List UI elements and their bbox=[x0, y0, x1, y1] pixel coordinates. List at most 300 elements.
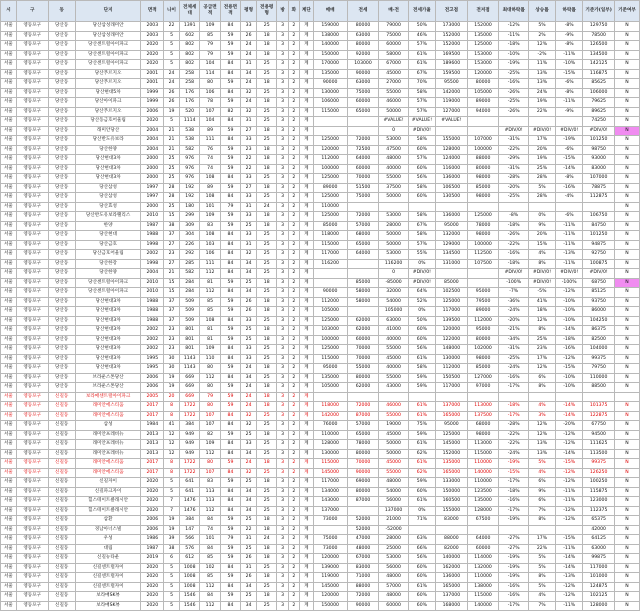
table-cell[interactable]: 137000 bbox=[436, 402, 468, 412]
table-cell[interactable]: 72500 bbox=[347, 145, 379, 155]
table-cell[interactable]: 3 bbox=[277, 335, 288, 345]
table-cell[interactable] bbox=[499, 392, 528, 402]
table-cell[interactable]: 서울 bbox=[1, 354, 17, 364]
table-cell[interactable]: 당산동 bbox=[48, 316, 75, 326]
table-cell[interactable] bbox=[408, 202, 435, 212]
table-cell[interactable]: 2 bbox=[288, 88, 299, 98]
table-cell[interactable]: 2020 bbox=[141, 117, 164, 127]
table-cell[interactable]: 2013 bbox=[141, 440, 164, 450]
table-cell[interactable]: 107 bbox=[200, 107, 220, 117]
table-cell[interactable]: 영등포구 bbox=[16, 554, 48, 564]
table-cell[interactable]: 63% bbox=[408, 535, 435, 545]
table-cell[interactable]: 서울 bbox=[1, 582, 17, 592]
table-cell[interactable]: 59 bbox=[220, 297, 240, 307]
table-cell[interactable]: 115875 bbox=[583, 487, 615, 497]
column-header[interactable]: 계단 bbox=[300, 1, 314, 22]
table-cell[interactable]: 284 bbox=[179, 288, 199, 298]
table-cell[interactable]: 당산푸르지오 bbox=[75, 79, 141, 89]
table-cell[interactable]: 당산센트럴아이파크 bbox=[75, 60, 141, 70]
table-cell[interactable] bbox=[528, 392, 555, 402]
table-cell[interactable]: N bbox=[614, 88, 639, 98]
table-cell[interactable]: 72000 bbox=[347, 212, 379, 222]
table-cell[interactable]: 85625 bbox=[583, 79, 615, 89]
table-cell[interactable]: 74 bbox=[200, 164, 220, 174]
table-cell[interactable]: 2020 bbox=[141, 601, 164, 611]
table-cell[interactable]: -12% bbox=[556, 430, 583, 440]
table-cell[interactable]: 128000 bbox=[436, 145, 468, 155]
table-cell[interactable]: 128000 bbox=[467, 506, 499, 516]
table-cell[interactable]: 160500 bbox=[436, 497, 468, 507]
table-cell[interactable]: 85000 bbox=[436, 278, 468, 288]
table-cell[interactable]: -31% bbox=[499, 345, 528, 355]
column-header[interactable]: 공급면적 bbox=[200, 1, 220, 22]
table-cell[interactable]: -22% bbox=[499, 430, 528, 440]
table-cell[interactable]: 13% bbox=[528, 79, 555, 89]
table-cell[interactable] bbox=[347, 117, 379, 127]
table-cell[interactable]: N bbox=[614, 525, 639, 535]
table-cell[interactable]: 영등포구 bbox=[16, 402, 48, 412]
table-cell[interactable] bbox=[313, 278, 347, 288]
table-cell[interactable]: 보라매SK뷰 bbox=[75, 592, 141, 602]
table-cell[interactable]: 2002 bbox=[141, 326, 164, 336]
table-cell[interactable]: 118000 bbox=[313, 402, 347, 412]
table-cell[interactable]: 23 bbox=[241, 145, 257, 155]
table-cell[interactable]: 영등포구 bbox=[16, 69, 48, 79]
table-cell[interactable]: 95000 bbox=[436, 421, 468, 431]
table-cell[interactable]: 당산동 bbox=[48, 259, 75, 269]
table-cell[interactable]: -12% bbox=[556, 516, 583, 526]
table-cell[interactable]: 152000 bbox=[436, 31, 468, 41]
table-cell[interactable]: 영등포구 bbox=[16, 107, 48, 117]
table-cell[interactable]: N bbox=[614, 288, 639, 298]
column-header[interactable]: 상승률 bbox=[528, 1, 555, 22]
table-cell[interactable]: 영등포구 bbox=[16, 50, 48, 60]
table-cell[interactable]: 41 bbox=[164, 421, 180, 431]
table-cell[interactable]: 2002 bbox=[141, 335, 164, 345]
table-cell[interactable]: 1476 bbox=[179, 506, 199, 516]
table-cell[interactable]: 2 bbox=[288, 326, 299, 336]
table-cell[interactable]: 15 bbox=[164, 278, 180, 288]
table-cell[interactable]: N bbox=[614, 316, 639, 326]
table-cell[interactable]: 서울 bbox=[1, 164, 17, 174]
table-cell[interactable]: 103000 bbox=[313, 326, 347, 336]
table-cell[interactable]: 669 bbox=[179, 383, 199, 393]
table-cell[interactable]: 105000 bbox=[379, 307, 408, 317]
table-cell[interactable]: 101 bbox=[200, 202, 220, 212]
table-cell[interactable]: 2020 bbox=[141, 506, 164, 516]
table-cell[interactable]: 24 bbox=[241, 364, 257, 374]
table-cell[interactable]: 2 bbox=[288, 487, 299, 497]
table-cell[interactable]: 18 bbox=[257, 478, 277, 488]
table-cell[interactable]: 17% bbox=[528, 535, 555, 545]
table-cell[interactable]: 85000 bbox=[313, 221, 347, 231]
table-cell[interactable]: 98000 bbox=[467, 430, 499, 440]
table-cell[interactable]: 67000 bbox=[379, 60, 408, 70]
table-cell[interactable]: 2 bbox=[288, 354, 299, 364]
table-cell[interactable]: 2017 bbox=[141, 468, 164, 478]
table-cell[interactable]: -8% bbox=[556, 174, 583, 184]
table-cell[interactable]: -10% bbox=[556, 297, 583, 307]
table-cell[interactable]: 영등포구 bbox=[16, 31, 48, 41]
table-cell[interactable]: 74250 bbox=[583, 117, 615, 127]
table-cell[interactable]: 80000 bbox=[347, 22, 379, 32]
table-cell[interactable]: 304 bbox=[179, 231, 199, 241]
table-cell[interactable]: 115000 bbox=[313, 240, 347, 250]
table-cell[interactable]: 148000 bbox=[436, 345, 468, 355]
table-cell[interactable]: 서울 bbox=[1, 516, 17, 526]
table-cell[interactable]: 155000 bbox=[436, 136, 468, 146]
table-cell[interactable]: N bbox=[614, 69, 639, 79]
table-cell[interactable]: -2% bbox=[528, 50, 555, 60]
table-cell[interactable]: 384 bbox=[179, 421, 199, 431]
table-cell[interactable]: 힐스테이트클래시안 bbox=[75, 497, 141, 507]
table-cell[interactable]: 12% bbox=[528, 316, 555, 326]
table-cell[interactable]: 79 bbox=[220, 535, 240, 545]
table-cell[interactable]: 3 bbox=[277, 193, 288, 203]
table-cell[interactable]: 23 bbox=[164, 345, 180, 355]
table-cell[interactable]: 2 bbox=[288, 50, 299, 60]
table-cell[interactable]: -19% bbox=[499, 563, 528, 573]
table-cell[interactable]: 2003 bbox=[141, 31, 164, 41]
table-cell[interactable]: 59% bbox=[408, 430, 435, 440]
table-cell[interactable]: 32000 bbox=[379, 288, 408, 298]
table-cell[interactable]: 3 bbox=[277, 69, 288, 79]
table-cell[interactable]: 서울 bbox=[1, 117, 17, 127]
table-cell[interactable]: -18% bbox=[556, 335, 583, 345]
table-cell[interactable]: 영등포구 bbox=[16, 126, 48, 136]
table-cell[interactable]: 18 bbox=[257, 592, 277, 602]
table-cell[interactable]: 당산동 bbox=[48, 278, 75, 288]
table-cell[interactable]: 46000 bbox=[379, 98, 408, 108]
table-cell[interactable]: #DIV/0! bbox=[583, 269, 615, 279]
table-cell[interactable]: -8% bbox=[556, 22, 583, 32]
table-cell[interactable]: 영등포구 bbox=[16, 383, 48, 393]
table-cell[interactable]: 60000 bbox=[347, 164, 379, 174]
table-cell[interactable]: -21% bbox=[499, 326, 528, 336]
table-cell[interactable]: 80000 bbox=[347, 373, 379, 383]
table-cell[interactable]: 신길동 bbox=[48, 497, 75, 507]
table-cell[interactable]: 25 bbox=[241, 278, 257, 288]
table-cell[interactable]: 2 bbox=[288, 231, 299, 241]
table-cell[interactable]: 3 bbox=[277, 22, 288, 32]
table-cell[interactable]: 서울 bbox=[1, 288, 17, 298]
table-cell[interactable]: 22% bbox=[528, 107, 555, 117]
table-cell[interactable]: 112000 bbox=[313, 297, 347, 307]
table-cell[interactable]: 71% bbox=[408, 516, 435, 526]
table-cell[interactable]: 85 bbox=[200, 31, 220, 41]
table-cell[interactable]: -20% bbox=[556, 421, 583, 431]
table-cell[interactable]: 46% bbox=[408, 31, 435, 41]
table-cell[interactable]: 576 bbox=[179, 544, 199, 554]
table-cell[interactable]: 113500 bbox=[583, 449, 615, 459]
table-cell[interactable]: 2 bbox=[288, 164, 299, 174]
table-cell[interactable] bbox=[528, 202, 555, 212]
table-cell[interactable]: 87000 bbox=[347, 497, 379, 507]
table-cell[interactable]: 영등포구 bbox=[16, 22, 48, 32]
table-cell[interactable]: 당산동 bbox=[48, 240, 75, 250]
table-cell[interactable]: -24% bbox=[499, 449, 528, 459]
table-cell[interactable]: 226 bbox=[179, 240, 199, 250]
table-cell[interactable]: 520 bbox=[179, 107, 199, 117]
table-cell[interactable]: 3 bbox=[277, 231, 288, 241]
table-cell[interactable]: 50000 bbox=[379, 231, 408, 241]
table-cell[interactable]: 신길동 bbox=[48, 516, 75, 526]
table-cell[interactable]: 110 bbox=[200, 354, 220, 364]
table-cell[interactable]: 42000 bbox=[583, 525, 615, 535]
table-cell[interactable]: -9% bbox=[556, 31, 583, 41]
table-cell[interactable]: 72000 bbox=[347, 402, 379, 412]
table-cell[interactable]: 95000 bbox=[436, 221, 468, 231]
table-cell[interactable]: 2 bbox=[288, 79, 299, 89]
table-cell[interactable]: 11% bbox=[528, 60, 555, 70]
table-cell[interactable]: 100000 bbox=[467, 145, 499, 155]
table-cell[interactable]: 285 bbox=[179, 259, 199, 269]
table-cell[interactable]: 61% bbox=[408, 50, 435, 60]
table-cell[interactable]: 2 bbox=[288, 155, 299, 165]
table-cell[interactable]: 28000 bbox=[379, 221, 408, 231]
table-cell[interactable]: 서울 bbox=[1, 544, 17, 554]
table-cell[interactable]: 170000 bbox=[313, 60, 347, 70]
table-cell[interactable]: 계 bbox=[300, 335, 314, 345]
table-cell[interactable]: 83 bbox=[200, 478, 220, 488]
table-cell[interactable]: 112000 bbox=[313, 155, 347, 165]
table-cell[interactable]: 82 bbox=[220, 107, 240, 117]
table-row[interactable] bbox=[1, 421, 640, 431]
table-cell[interactable]: 176 bbox=[179, 88, 199, 98]
table-cell[interactable]: 영등포구 bbox=[16, 155, 48, 165]
table-cell[interactable]: 계 bbox=[300, 525, 314, 535]
table-row[interactable] bbox=[1, 573, 640, 583]
table-cell[interactable]: 18 bbox=[257, 364, 277, 374]
table-cell[interactable]: 2 bbox=[288, 183, 299, 193]
table-cell[interactable]: 140000 bbox=[436, 554, 468, 564]
table-cell[interactable]: 40000 bbox=[379, 364, 408, 374]
table-cell[interactable]: 2 bbox=[288, 41, 299, 51]
table-cell[interactable]: N bbox=[614, 573, 639, 583]
table-cell[interactable] bbox=[467, 278, 499, 288]
table-cell[interactable]: 18 bbox=[257, 525, 277, 535]
table-cell[interactable]: 60% bbox=[408, 573, 435, 583]
table-cell[interactable]: -15% bbox=[556, 459, 583, 469]
table-cell[interactable]: N bbox=[614, 193, 639, 203]
table-cell[interactable]: 당산삼성 bbox=[75, 193, 141, 203]
table-cell[interactable]: 3 bbox=[277, 345, 288, 355]
table-cell[interactable]: 802 bbox=[179, 41, 199, 51]
table-cell[interactable]: 80 bbox=[200, 459, 220, 469]
table-cell[interactable]: 2 bbox=[288, 221, 299, 231]
table-cell[interactable]: 3 bbox=[277, 506, 288, 516]
table-cell[interactable]: 24 bbox=[241, 459, 257, 469]
table-cell[interactable]: -16% bbox=[556, 183, 583, 193]
table-cell[interactable]: 102125 bbox=[583, 592, 615, 602]
table-cell[interactable]: 영등포구 bbox=[16, 544, 48, 554]
table-cell[interactable]: 2002 bbox=[141, 250, 164, 260]
table-cell[interactable]: 145000 bbox=[313, 468, 347, 478]
table-cell[interactable]: 당산동금호어울림 bbox=[75, 117, 141, 127]
table-cell[interactable]: 5 bbox=[164, 50, 180, 60]
table-cell[interactable]: 641 bbox=[179, 478, 199, 488]
table-cell[interactable]: 영등포구 bbox=[16, 506, 48, 516]
table-cell[interactable]: 123000 bbox=[583, 497, 615, 507]
table-cell[interactable]: 97000 bbox=[467, 383, 499, 393]
table-cell[interactable]: 110000 bbox=[467, 478, 499, 488]
table-cell[interactable]: 8% bbox=[528, 259, 555, 269]
table-cell[interactable]: 24 bbox=[241, 392, 257, 402]
table-cell[interactable]: 1143 bbox=[179, 364, 199, 374]
table-cell[interactable]: 서울 bbox=[1, 335, 17, 345]
table-cell[interactable]: 5 bbox=[164, 41, 180, 51]
table-cell[interactable]: 90000 bbox=[347, 468, 379, 478]
table-cell[interactable]: 92750 bbox=[583, 250, 615, 260]
table-cell[interactable]: -11% bbox=[556, 497, 583, 507]
table-cell[interactable]: 1988 bbox=[141, 316, 164, 326]
table-cell[interactable]: 영등포구 bbox=[16, 516, 48, 526]
table-cell[interactable]: -31% bbox=[499, 164, 528, 174]
table-cell[interactable]: #DIV/0! bbox=[583, 126, 615, 136]
table-cell[interactable]: 당산센트럴아이파크 bbox=[75, 41, 141, 51]
table-cell[interactable]: 110000 bbox=[583, 373, 615, 383]
table-cell[interactable]: 3 bbox=[277, 525, 288, 535]
table-cell[interactable]: 26 bbox=[241, 307, 257, 317]
table-cell[interactable]: 109 bbox=[200, 212, 220, 222]
table-cell[interactable]: N bbox=[614, 364, 639, 374]
table-cell[interactable]: 당산동 bbox=[48, 364, 75, 374]
table-cell[interactable]: 84 bbox=[220, 373, 240, 383]
table-cell[interactable]: 75000 bbox=[347, 88, 379, 98]
table-cell[interactable]: 105000 bbox=[313, 307, 347, 317]
table-cell[interactable]: 63000 bbox=[347, 31, 379, 41]
table-cell[interactable]: 15% bbox=[528, 240, 555, 250]
table-cell[interactable]: 서울 bbox=[1, 41, 17, 51]
table-cell[interactable]: -4% bbox=[556, 193, 583, 203]
table-cell[interactable]: 100000 bbox=[467, 240, 499, 250]
table-cell[interactable]: 당산동 bbox=[48, 221, 75, 231]
table-row[interactable] bbox=[1, 60, 640, 70]
table-cell[interactable]: 당산동 bbox=[48, 41, 75, 51]
table-cell[interactable]: 59 bbox=[220, 478, 240, 488]
table-cell[interactable]: 당산동 bbox=[48, 164, 75, 174]
table-cell[interactable]: 영등포구 bbox=[16, 411, 48, 421]
table-cell[interactable]: N bbox=[614, 60, 639, 70]
table-cell[interactable]: 58000 bbox=[347, 288, 379, 298]
table-cell[interactable]: 2004 bbox=[141, 126, 164, 136]
table-cell[interactable]: 신길동 bbox=[48, 440, 75, 450]
table-cell[interactable]: 84 bbox=[220, 497, 240, 507]
table-cell[interactable]: 신길동 bbox=[48, 506, 75, 516]
table-cell[interactable]: 60% bbox=[408, 601, 435, 611]
table-cell[interactable]: 2 bbox=[288, 554, 299, 564]
table-cell[interactable]: 84 bbox=[220, 411, 240, 421]
table-cell[interactable]: 34 bbox=[241, 449, 257, 459]
table-cell[interactable]: 54000 bbox=[379, 487, 408, 497]
table-cell[interactable]: N bbox=[614, 145, 639, 155]
table-cell[interactable]: 40000 bbox=[379, 335, 408, 345]
table-cell[interactable]: 당산삼성래미안 bbox=[75, 31, 141, 41]
table-cell[interactable]: 130000 bbox=[313, 449, 347, 459]
table-cell[interactable]: 당산동 bbox=[48, 193, 75, 203]
table-cell[interactable]: -26% bbox=[499, 88, 528, 98]
table-cell[interactable]: 삼환 bbox=[75, 516, 141, 526]
table-cell[interactable]: 영등포구 bbox=[16, 592, 48, 602]
table-cell[interactable] bbox=[528, 525, 555, 535]
table-cell[interactable]: 2 bbox=[288, 468, 299, 478]
table-cell[interactable]: 116200 bbox=[313, 259, 347, 269]
table-cell[interactable]: 18 bbox=[257, 383, 277, 393]
table-cell[interactable]: 107000 bbox=[583, 174, 615, 184]
table-row[interactable] bbox=[1, 269, 640, 279]
table-cell[interactable]: 59 bbox=[220, 326, 240, 336]
table-cell[interactable]: 계 bbox=[300, 449, 314, 459]
table-cell[interactable]: 79 bbox=[220, 202, 240, 212]
table-cell[interactable]: 95000 bbox=[467, 288, 499, 298]
table-cell[interactable]: -9% bbox=[556, 107, 583, 117]
table-cell[interactable]: 140000 bbox=[313, 41, 347, 51]
table-cell[interactable]: 48000 bbox=[379, 478, 408, 488]
table-cell[interactable]: 서울 bbox=[1, 478, 17, 488]
table-cell[interactable]: 99375 bbox=[583, 354, 615, 364]
table-cell[interactable]: 0 bbox=[379, 269, 408, 279]
table-cell[interactable]: 2 bbox=[288, 69, 299, 79]
table-cell[interactable]: -6% bbox=[556, 212, 583, 222]
table-cell[interactable]: -18% bbox=[499, 221, 528, 231]
table-cell[interactable]: 당산현대3차 bbox=[75, 316, 141, 326]
table-cell[interactable]: 99375 bbox=[583, 459, 615, 469]
table-cell[interactable]: 0% bbox=[408, 259, 435, 269]
table-cell[interactable]: -16% bbox=[499, 373, 528, 383]
table-cell[interactable]: 2 bbox=[288, 544, 299, 554]
table-cell[interactable]: 25000 bbox=[379, 544, 408, 554]
table-cell[interactable]: 92000 bbox=[347, 50, 379, 60]
table-cell[interactable]: 2000 bbox=[141, 202, 164, 212]
table-cell[interactable]: 105000 bbox=[467, 88, 499, 98]
table-cell[interactable] bbox=[347, 126, 379, 136]
table-cell[interactable]: 150500 bbox=[436, 373, 468, 383]
table-cell[interactable]: 64000 bbox=[347, 155, 379, 165]
table-cell[interactable]: 25 bbox=[257, 60, 277, 70]
table-cell[interactable]: 2006 bbox=[141, 383, 164, 393]
table-cell[interactable]: 5 bbox=[164, 31, 180, 41]
table-cell[interactable]: 135000 bbox=[313, 373, 347, 383]
table-cell[interactable]: 당산현대3차 bbox=[75, 326, 141, 336]
table-cell[interactable]: -85000 bbox=[379, 278, 408, 288]
table-cell[interactable]: 2020 bbox=[141, 50, 164, 60]
table-cell[interactable]: 3 bbox=[277, 202, 288, 212]
table-cell[interactable]: -25% bbox=[499, 69, 528, 79]
table-cell[interactable]: 83 bbox=[200, 221, 220, 231]
table-cell[interactable]: -12% bbox=[556, 440, 583, 450]
table-cell[interactable]: 신길센트럴자이 bbox=[75, 582, 141, 592]
table-cell[interactable]: 18 bbox=[257, 544, 277, 554]
table-cell[interactable]: 61% bbox=[408, 497, 435, 507]
table-cell[interactable]: 22 bbox=[164, 22, 180, 32]
table-cell[interactable]: 32 bbox=[241, 88, 257, 98]
table-cell[interactable]: 당산푸르지오 bbox=[75, 69, 141, 79]
table-cell[interactable]: 계 bbox=[300, 573, 314, 583]
table-cell[interactable]: -16% bbox=[499, 582, 528, 592]
table-cell[interactable]: 112375 bbox=[583, 506, 615, 516]
table-cell[interactable]: 114000 bbox=[467, 554, 499, 564]
table-cell[interactable]: 61% bbox=[408, 354, 435, 364]
table-cell[interactable]: -19% bbox=[499, 573, 528, 583]
table-cell[interactable]: 802 bbox=[179, 50, 199, 60]
table-cell[interactable] bbox=[436, 392, 468, 402]
table-cell[interactable] bbox=[556, 202, 583, 212]
table-cell[interactable]: -11% bbox=[556, 240, 583, 250]
table-cell[interactable]: N bbox=[614, 354, 639, 364]
table-cell[interactable]: 2001 bbox=[141, 79, 164, 89]
table-cell[interactable]: 28% bbox=[528, 174, 555, 184]
table-cell[interactable]: 신길동 bbox=[48, 525, 75, 535]
